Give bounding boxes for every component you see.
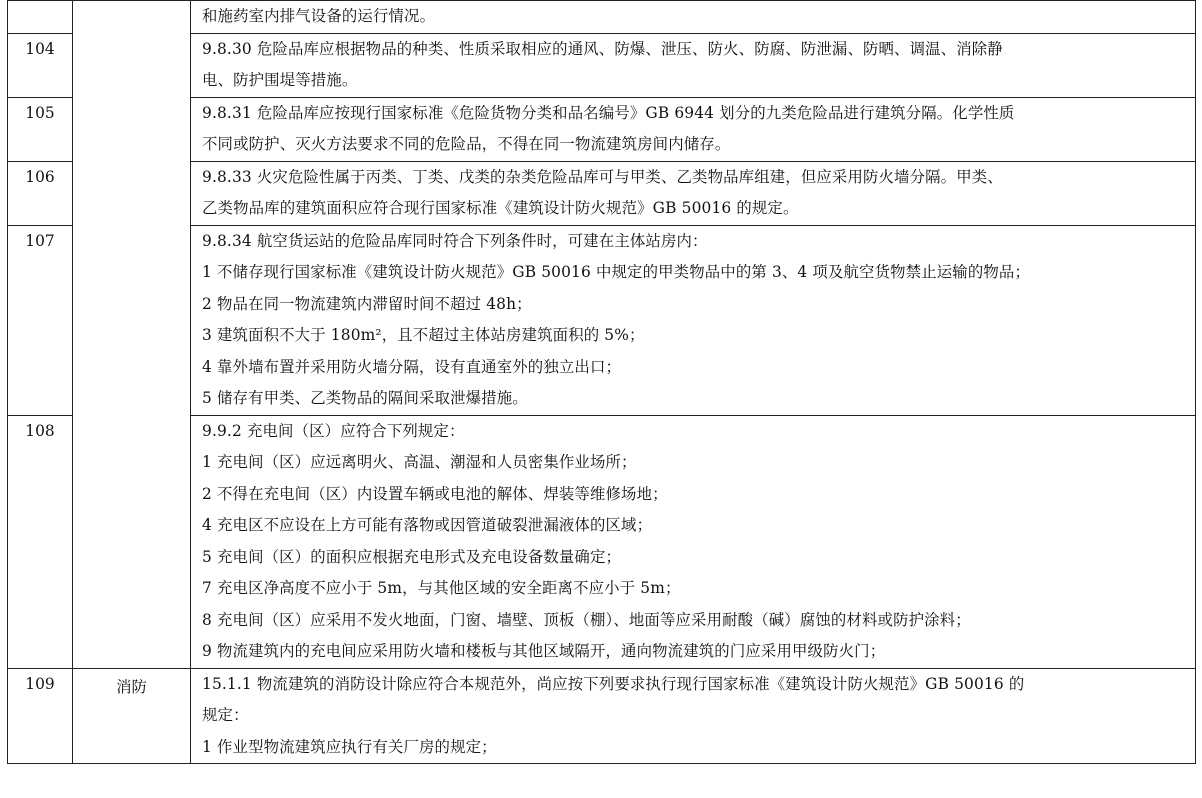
table-body [8, 1, 1196, 764]
category-cell [73, 1, 191, 669]
clause-text-cell [191, 415, 1196, 668]
row-number: 109 [8, 668, 73, 764]
row-number: 107 [8, 225, 73, 415]
clause-text-cell [191, 97, 1196, 161]
regulation-table [7, 0, 1196, 764]
clause-line: 3 建筑面积不大于 180m²，且不超过主体站房建筑面积的 5%； [202, 326, 645, 344]
row-number [8, 1, 73, 34]
row-number: 108 [8, 415, 73, 668]
clause-line: 7 充电区净高度不应小于 5m，与其他区域的安全距离不应小于 5m； [202, 579, 681, 597]
clause-line: 1 不储存现行国家标准《建筑设计防火规范》GB 50016 中规定的甲类物品中的第 3、4 项及航空货物禁止运输的物品； [202, 263, 1030, 281]
clause-text-cell [191, 668, 1196, 764]
clause-line: 5 储存有甲类、乙类物品的隔间采取泄爆措施。 [202, 389, 528, 407]
clause-text-cell [191, 1, 1196, 34]
clause-text-cell [191, 225, 1196, 415]
clause-line: 9.8.30 危险品库应根据物品的种类、性质采取相应的通风、防爆、泄压、防火、防腐、防泄漏、防晒、调温、消除静 [202, 39, 1003, 58]
clause-text-cell [191, 33, 1196, 97]
clause-line: 1 充电间（区）应远离明火、高温、潮湿和人员密集作业场所； [202, 453, 637, 471]
clause-line: 9.8.31 危险品库应按现行国家标准《危险货物分类和品名编号》GB 6944 划分的九类危险品进行建筑分隔。化学性质 [202, 103, 1015, 122]
clause-line: 8 充电间（区）应采用不发火地面，门窗、墙壁、顶板（棚）、地面等应采用耐酸（碱）腐蚀的材料或防护涂料； [202, 610, 971, 629]
clause-line: 4 靠外墙布置并采用防火墙分隔，设有直通室外的独立出口； [202, 357, 622, 376]
table-row [8, 668, 1196, 764]
clause-line: 乙类物品库的建筑面积应符合现行国家标准《建筑设计防火规范》GB 50016 的规定。 [202, 199, 799, 217]
clause-line: 9.8.34 航空货运站的危险品库同时符合下列条件时，可建在主体站房内： [202, 231, 708, 250]
clause-line: 2 物品在同一物流建筑内滞留时间不超过 48h； [202, 294, 532, 313]
table-row [8, 1, 1196, 34]
clause-line: 电、防护围堤等措施。 [202, 71, 358, 89]
row-number: 106 [8, 161, 73, 225]
clause-line: 2 不得在充电间（区）内设置车辆或电池的解体、焊装等维修场地； [202, 484, 668, 503]
category-cell: 消防 [73, 668, 191, 764]
clause-line: 9 物流建筑内的充电间应采用防火墙和楼板与其他区域隔开，通向物流建筑的门应采用甲级防火门； [202, 642, 886, 660]
clause-line: 1 作业型物流建筑应执行有关厂房的规定； [202, 737, 497, 756]
row-number: 105 [8, 97, 73, 161]
clause-line: 5 充电间（区）的面积应根据充电形式及充电设备数量确定； [202, 547, 622, 566]
clause-line: 规定： [202, 706, 249, 724]
clause-line: 9.8.33 火灾危险性属于丙类、丁类、戊类的杂类危险品库可与甲类、乙类物品库组建，但应采用防火墙分隔。甲类、 [202, 167, 1003, 186]
clause-line: 不同或防护、灭火方法要求不同的危险品，不得在同一物流建筑房间内储存。 [202, 135, 731, 153]
clause-line: 15.1.1 物流建筑的消防设计除应符合本规范外，尚应按下列要求执行现行国家标准《建筑设计防火规范》GB 50016 的 [202, 674, 1025, 693]
clause-line: 和施药室内排气设备的运行情况。 [202, 7, 436, 25]
clause-line: 9.9.2 充电间（区）应符合下列规定： [202, 421, 465, 440]
clause-line: 4 充电区不应设在上方可能有落物或因管道破裂泄漏液体的区域； [202, 516, 653, 534]
row-number: 104 [8, 33, 73, 97]
clause-text-cell [191, 161, 1196, 225]
